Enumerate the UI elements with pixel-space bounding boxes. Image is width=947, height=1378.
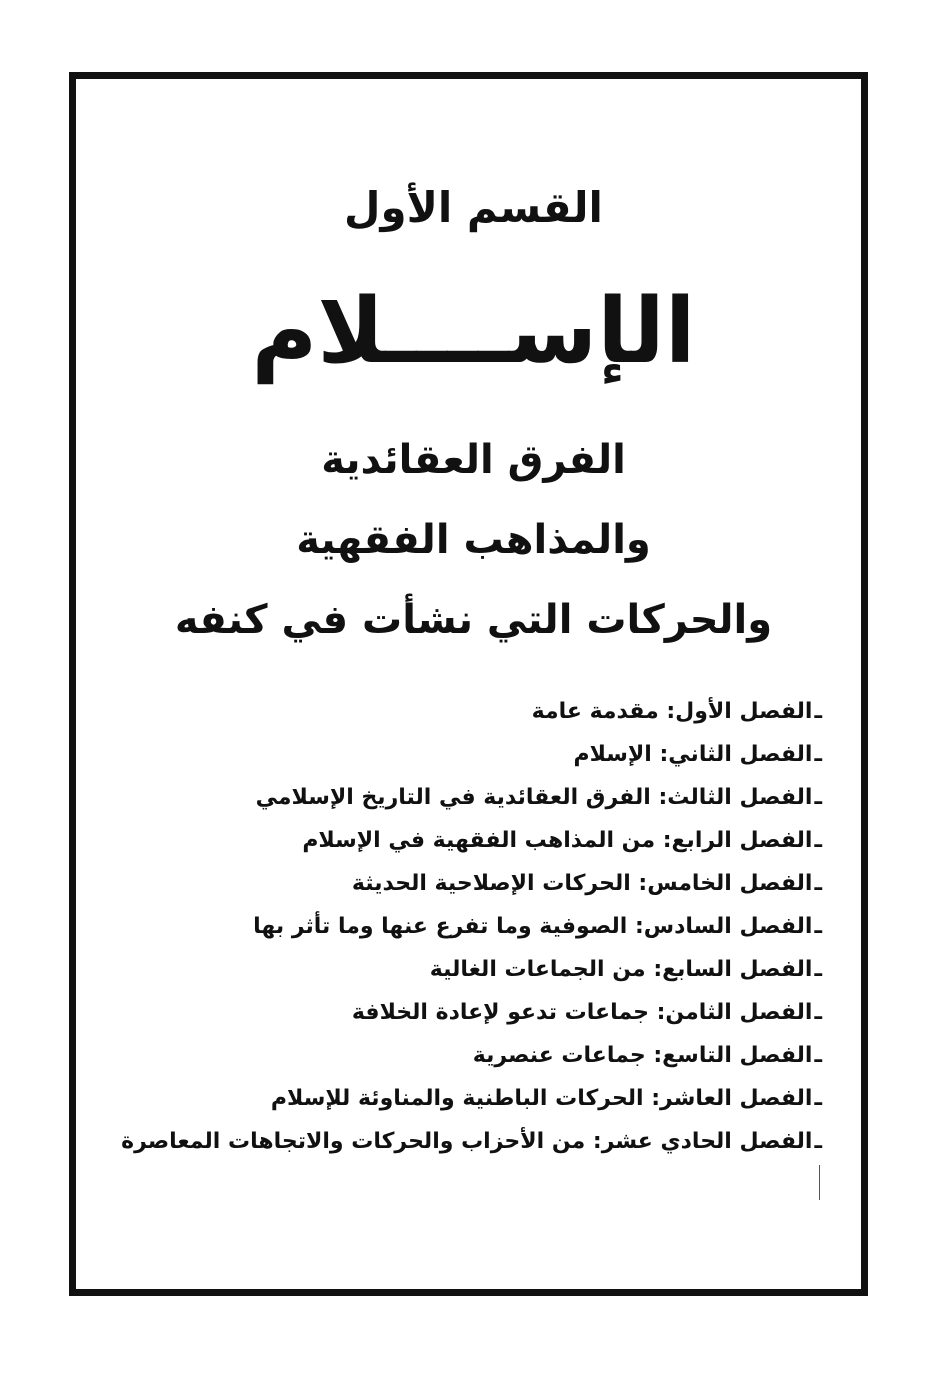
chapter-dash: ـ [814, 1086, 822, 1111]
chapter-text: الفصل الحادي عشر: من الأحزاب والحركات والاتجاهات المعاصرة [121, 1129, 813, 1154]
chapter-dash: ـ [814, 742, 822, 767]
subtitle-line: الفرق العقائدية [321, 437, 626, 483]
chapter-item [162, 1077, 822, 1120]
chapter-text: الفصل التاسع: جماعات عنصرية [472, 1043, 813, 1068]
chapter-text: الفصل الرابع: من المذاهب الفقهية في الإسلام [302, 828, 813, 853]
main-title: الإســــلام [251, 279, 696, 384]
chapter-dash: ـ [814, 785, 822, 810]
chapter-dash: ـ [814, 828, 822, 853]
chapter-item [162, 862, 822, 905]
chapter-text: الفصل السادس: الصوفية وما تفرع عنها وما تأثر بها [253, 914, 813, 939]
chapter-item [162, 991, 822, 1034]
chapter-item [162, 776, 822, 819]
chapter-item [162, 948, 822, 991]
chapter-item [162, 690, 822, 733]
chapter-dash: ـ [814, 1129, 822, 1154]
chapter-item [162, 733, 822, 776]
chapter-item [162, 819, 822, 862]
chapter-dash: ـ [814, 871, 822, 896]
chapter-text: الفصل السابع: من الجماعات الغالية [429, 957, 813, 982]
part-title: القسم الأول [344, 183, 603, 232]
chapter-text: الفصل الأول: مقدمة عامة [531, 699, 813, 724]
subtitle-line: والمذاهب الفقهية [296, 517, 651, 563]
vertical-stroke-mark [819, 1165, 820, 1200]
chapter-text: الفصل الثامن: جماعات تدعو لإعادة الخلافة [351, 1000, 813, 1025]
chapter-text: الفصل الخامس: الحركات الإصلاحية الحديثة [351, 871, 813, 896]
subtitle-block [100, 420, 847, 660]
chapter-item [162, 1034, 822, 1077]
chapter-dash: ـ [814, 699, 822, 724]
chapter-dash: ـ [814, 914, 822, 939]
subtitle-line: والحركات التي نشأت في كنفه [174, 597, 773, 643]
chapter-dash: ـ [814, 1000, 822, 1025]
chapter-item [121, 1120, 822, 1163]
chapter-list [121, 690, 822, 1163]
chapter-text: الفصل الثاني: الإسلام [573, 742, 813, 767]
chapter-text: الفصل العاشر: الحركات الباطنية والمناوئة للإسلام [270, 1086, 813, 1111]
chapter-dash: ـ [814, 957, 822, 982]
chapter-item [162, 905, 822, 948]
chapter-dash: ـ [814, 1043, 822, 1068]
chapter-text: الفصل الثالث: الفرق العقائدية في التاريخ الإسلامي [255, 785, 813, 810]
